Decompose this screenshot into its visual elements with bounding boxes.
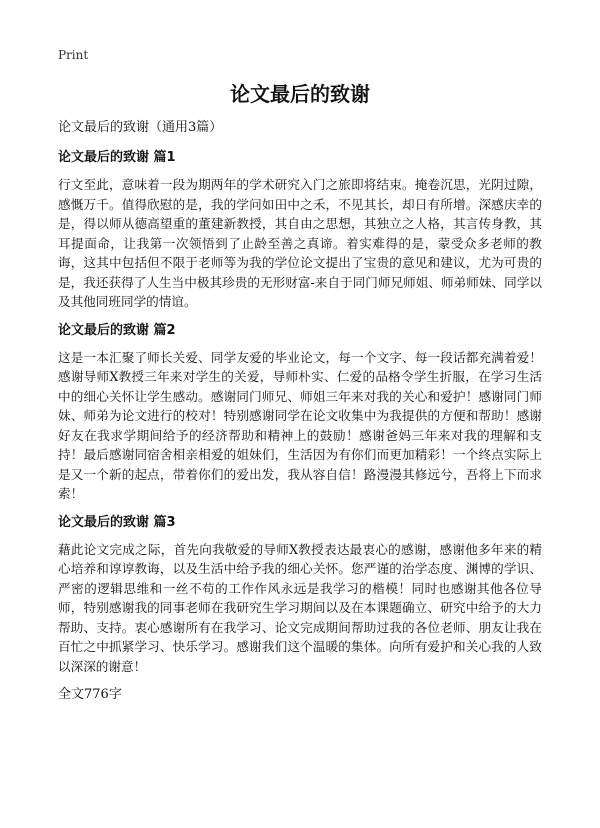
section-heading: 论文最后的致谢 篇2 (58, 322, 176, 338)
section-2 (58, 322, 542, 504)
section-heading: 论文最后的致谢 篇3 (58, 514, 176, 530)
print-link[interactable]: Print (58, 48, 89, 62)
word-count: 全文776字 (58, 687, 122, 702)
section-1 (58, 149, 542, 312)
page-title: 论文最后的致谢 (230, 82, 370, 106)
section-3 (58, 514, 542, 677)
section-paragraph: 藉此论文完成之际，首先向我敬爱的导师X教授表达最衷心的感谢，感谢他多年来的精心培养和谆谆教诲，以及生活中给予我的细心关怀。您严谨的治学态度、渊博的学识、严密的逻辑思维和一丝不苟的工作作风永远是我学习的楷模！同时也感谢其他各位导师，特别感谢我的同事老师在我研究生学习期间以及在本课题确立、研究中给予的大力帮助、支持。衷心感谢所有在我学习、论文完成期间帮助过我的各位老师、朋友让我在百忙之中抓紧学习、快乐学习。感谢我们这个温暖的集体。向所有爱护和关心我的人致以深深的谢意！ (58, 541, 542, 674)
section-paragraph: 行文至此，意味着一段为期两年的学术研究入门之旅即将结束。掩卷沉思，光阴过隙，感慨万千。值得欣慰的是，我的学问如田中之禾，不见其长，却日有所增。深感庆幸的是，得以师从德高望重的董建新教授，其自由之思想，其独立之人格，其言传身教，其耳提面命，让我第一次领悟到了止龄至善之真谛。着实难得的是，蒙受众多老师的教诲，这其中包括但不限于老师等为我的学位论文提出了宝贵的意见和建议，尤为可贵的是，我还获得了人生当中极其珍贵的无形财富-来自于同门师兄师姐、师弟师妹、同学以及其他同班同学的情谊。 (58, 177, 542, 309)
document-subtitle: 论文最后的致谢（通用3篇） (58, 120, 223, 135)
section-heading: 论文最后的致谢 篇1 (58, 150, 176, 165)
section-paragraph: 这是一本汇聚了师长关爱、同学友爱的毕业论文，每一个文字、每一段话都充满着爱！感谢导师X教授三年来对学生的关爱，导师朴实、仁爱的品格令学生折服，在学习生活中的细心关怀让学生感动。感谢同门师兄、师姐三年来对我的关心和爱护！感谢同门师妹、师弟为论文进行的校对！特别感谢同学在论文收集中为我提供的方便和帮助！感谢好友在我求学期间给予的经济帮助和精神上的鼓励！感谢爸妈三年来对我的理解和支持！最后感谢同宿舍相亲相爱的姐妹们，生活因为有你们而更加精彩！一个终点实际上是又一个新的起点，带着你们的爱出发，我从容自信！路漫漫其修远兮，吾将上下而求索！ (58, 349, 542, 501)
